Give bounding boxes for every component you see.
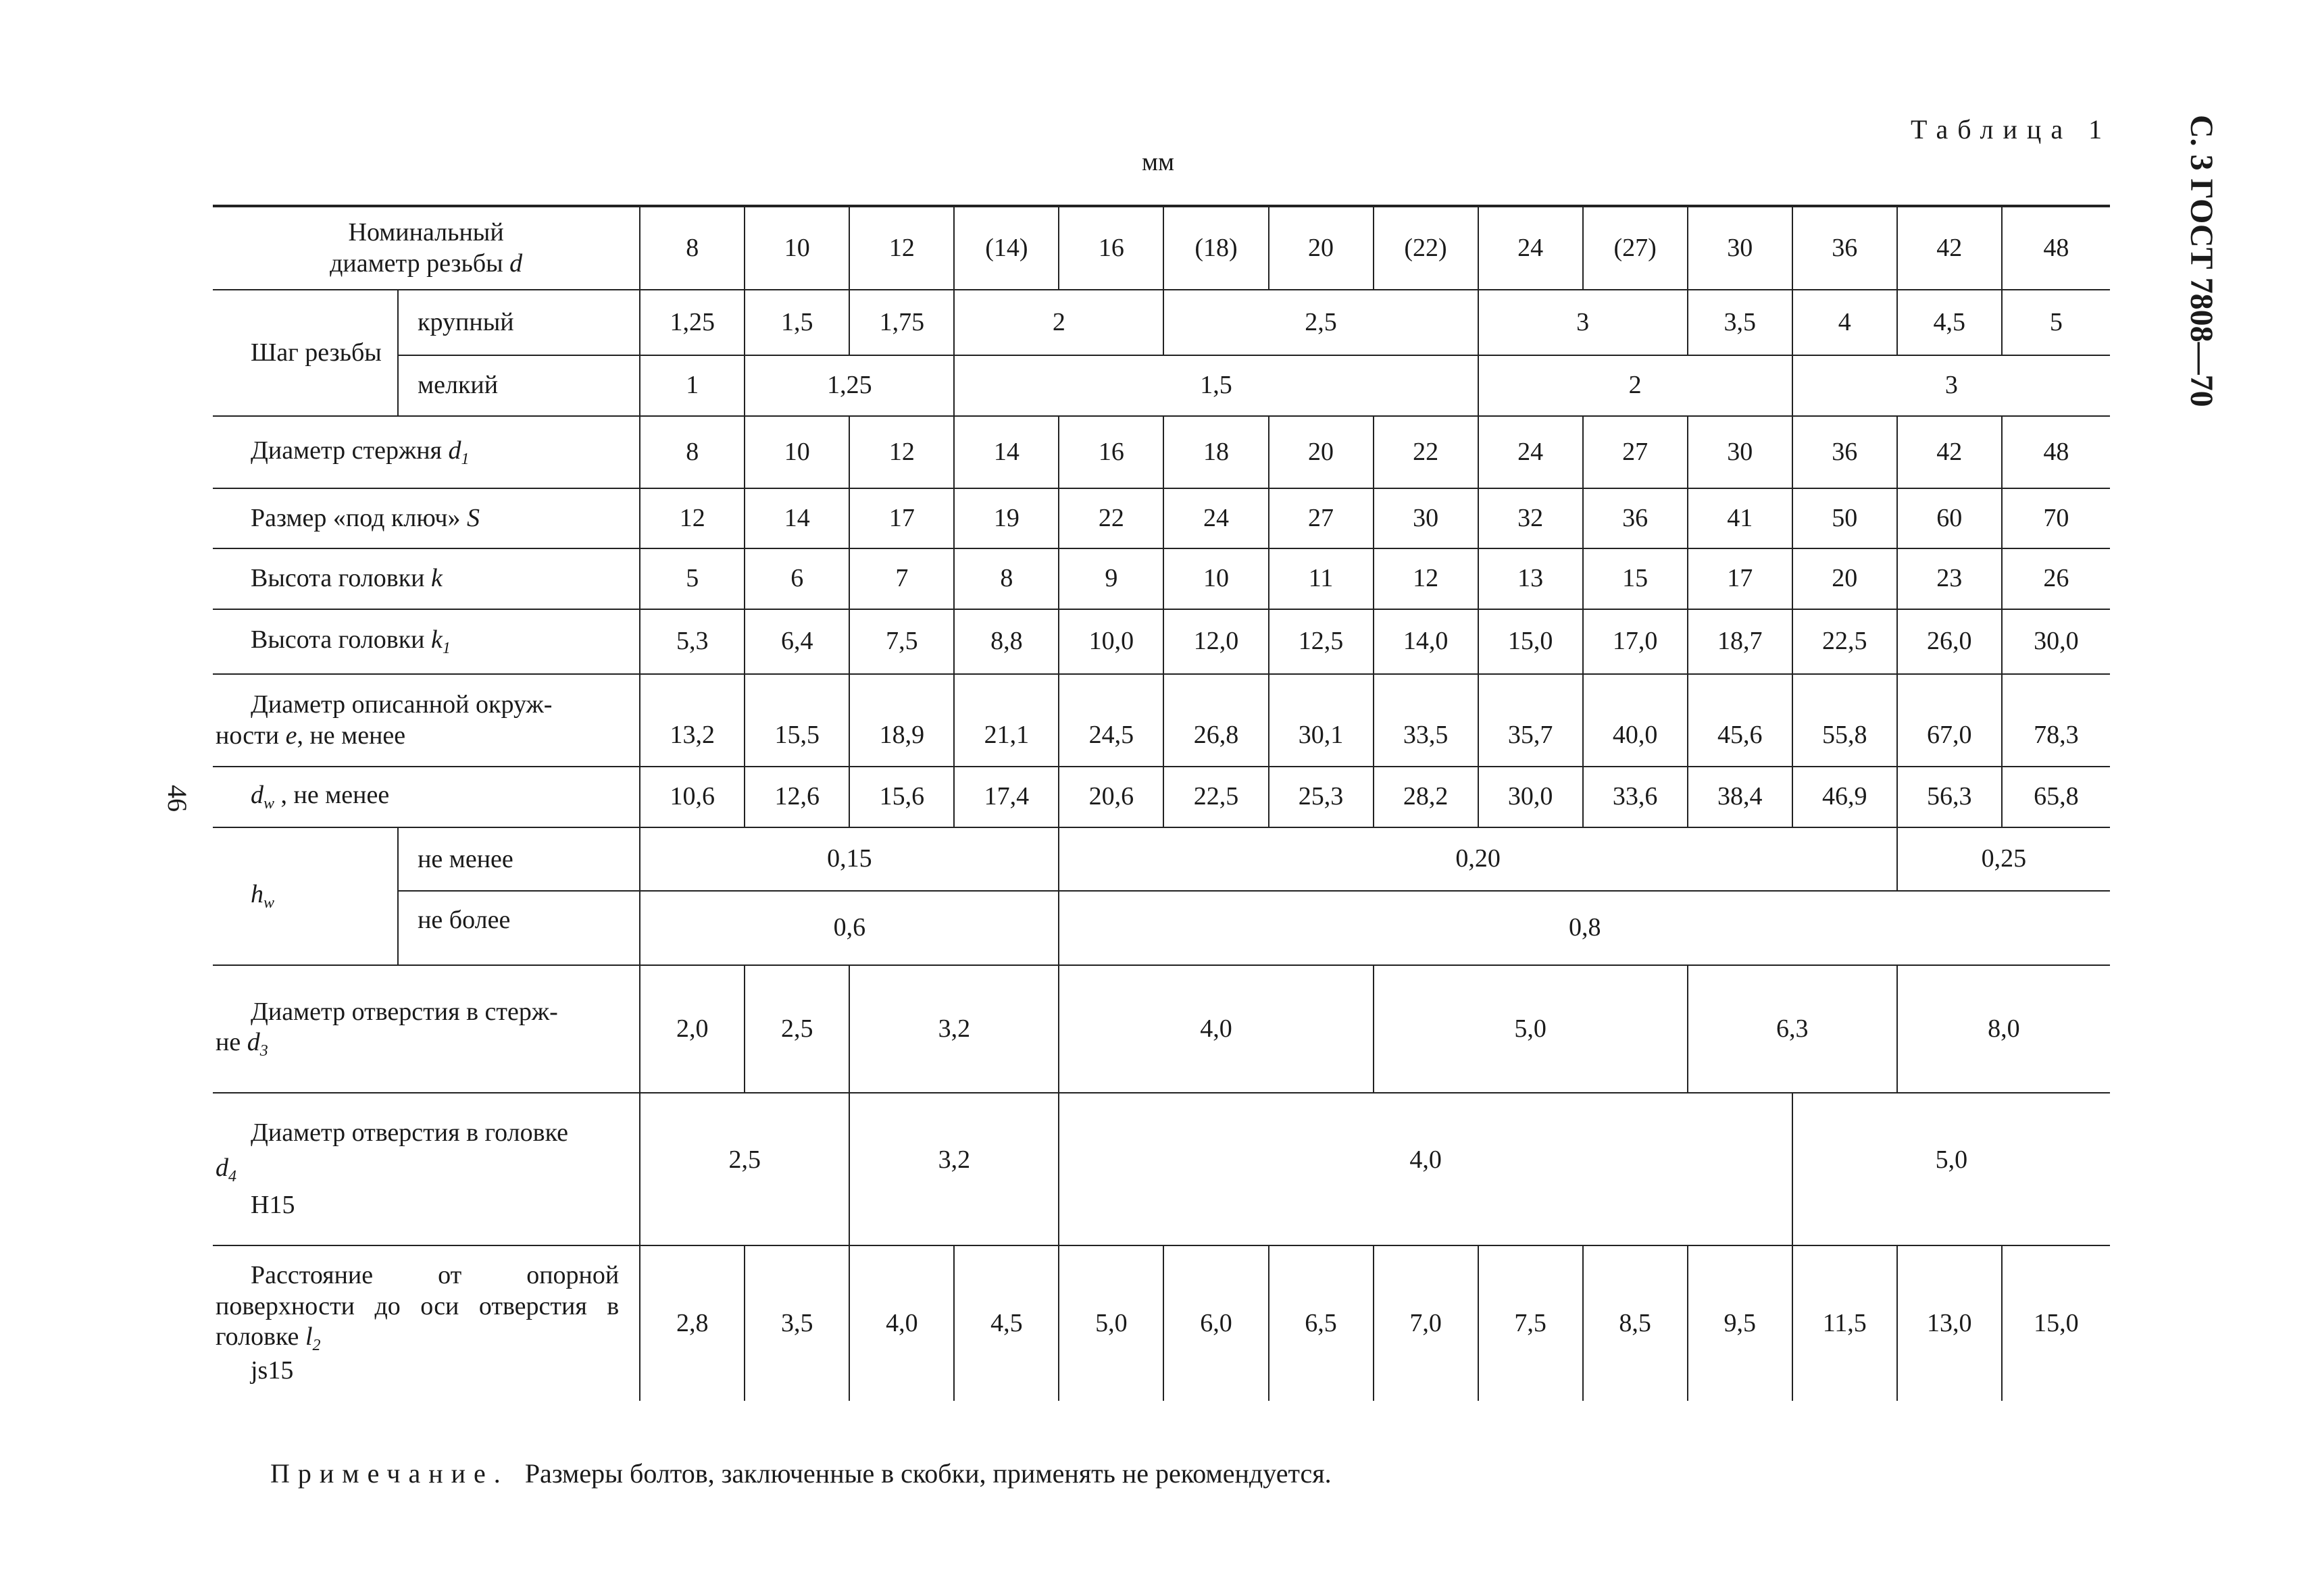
row-label-wrench-size — [213, 488, 640, 548]
table-cell: 12 — [849, 416, 954, 488]
table-row-head-height-k — [213, 548, 2110, 609]
distance-label-line1: Расстояние от опорной — [251, 1261, 620, 1290]
table-row-circumscribed-diameter — [213, 674, 2110, 767]
table-cell: 9 — [1059, 548, 1163, 609]
table-cell: 42 — [1897, 206, 2002, 290]
table-cell: 14 — [745, 488, 849, 548]
head-hole-subscript: 4 — [228, 1167, 236, 1185]
table-cell: 17 — [1688, 548, 1792, 609]
table-row-hw-min — [213, 827, 2110, 891]
row-sublabel-coarse: крупный — [398, 290, 640, 355]
note-label: Примечание. — [270, 1458, 509, 1489]
table-row-shank-diameter — [213, 416, 2110, 488]
wrench-label: Размер «под ключ» — [251, 503, 461, 532]
table-cell: 1,25 — [745, 355, 954, 416]
row-label-shank-diameter — [213, 416, 640, 488]
table-cell: 48 — [2002, 416, 2110, 488]
table-row-pitch-fine — [213, 355, 2110, 416]
table-cell: 1 — [640, 355, 745, 416]
table-cell: 16 — [1059, 206, 1163, 290]
row-sublabel-max: не более — [398, 891, 640, 965]
table-cell: 11 — [1269, 548, 1374, 609]
table-cell: 30 — [1374, 488, 1478, 548]
table-cell: (27) — [1583, 206, 1688, 290]
table-cell: 10 — [745, 206, 849, 290]
table-row-head-height-k1 — [213, 609, 2110, 674]
table-cell: (14) — [954, 206, 1059, 290]
circumcircle-label-line2 — [216, 721, 619, 752]
table-cell: 3,5 — [1688, 290, 1792, 355]
table-cell: 8,8 — [954, 609, 1059, 674]
table-cell: 2,5 — [1163, 290, 1478, 355]
table-cell: 33,5 — [1374, 674, 1478, 767]
table-cell: 28,2 — [1374, 767, 1478, 827]
table-cell: 4 — [1792, 290, 1897, 355]
table-cell: 4,0 — [1059, 965, 1373, 1093]
distance-subscript: 2 — [312, 1337, 321, 1355]
table-cell: 17,4 — [954, 767, 1059, 827]
table-cell: 55,8 — [1792, 674, 1897, 767]
table-cell: 33,6 — [1583, 767, 1688, 827]
table-cell: 36 — [1583, 488, 1688, 548]
bolt-dimensions-table — [213, 205, 2110, 1401]
row-label-hw — [213, 827, 398, 965]
footnote — [270, 1458, 1332, 1489]
table-cell: 78,3 — [2002, 674, 2110, 767]
table-cell: 13,0 — [1897, 1245, 2002, 1401]
table-cell: 7,0 — [1374, 1245, 1478, 1401]
table-cell: 5,0 — [1374, 965, 1688, 1093]
table-cell: 12,6 — [745, 767, 849, 827]
nominal-symbol: d — [509, 249, 523, 278]
table-cell: 24 — [1478, 206, 1583, 290]
table-cell: 9,5 — [1688, 1245, 1792, 1401]
shank-hole-subscript: 3 — [259, 1042, 268, 1060]
table-cell: (18) — [1163, 206, 1268, 290]
table-cell: 6 — [745, 548, 849, 609]
head-k-label: Высота головки — [251, 564, 425, 593]
hw-symbol: h — [251, 880, 263, 909]
hw-subscript: w — [263, 894, 275, 912]
units-label: мм — [1142, 148, 1175, 176]
table-cell: 18 — [1163, 416, 1268, 488]
page-number — [161, 785, 195, 825]
table-cell: 5,0 — [1792, 1093, 2110, 1245]
table-cell: 22 — [1374, 416, 1478, 488]
circumcircle-label-line1: Диаметр описанной окруж- — [251, 690, 553, 719]
table-cell: 10,0 — [1059, 609, 1163, 674]
shank-hole-label-line1: Диаметр отверстия в стерж- — [251, 997, 558, 1026]
table-cell: 15,5 — [745, 674, 849, 767]
table-cell: 0,8 — [1059, 891, 2110, 965]
distance-label-golovke: головке — [216, 1322, 299, 1352]
dw-label: , не менее — [280, 781, 390, 810]
table-cell: 36 — [1792, 416, 1897, 488]
table-cell: 20 — [1269, 416, 1374, 488]
table-label: Таблица 1 — [1911, 114, 2112, 145]
table-cell: 30,0 — [1478, 767, 1583, 827]
nominal-label-line2: диаметр резьбы — [330, 249, 503, 278]
table-cell: 50 — [1792, 488, 1897, 548]
shank-hole-symbol: d — [247, 1028, 260, 1057]
table-cell: 32 — [1478, 488, 1583, 548]
shank-symbol: d — [448, 436, 461, 465]
table-cell: 3,2 — [849, 965, 1059, 1093]
table-cell: 20,6 — [1059, 767, 1163, 827]
table-cell: 6,0 — [1163, 1245, 1268, 1401]
table-cell: 40,0 — [1583, 674, 1688, 767]
circumcircle-label-a: ности — [216, 721, 280, 750]
table-cell: 12 — [640, 488, 745, 548]
table-cell: 19 — [954, 488, 1059, 548]
head-k1-symbol: k — [431, 625, 443, 654]
page-number-text: 46 — [162, 785, 193, 812]
table-cell: 4,0 — [849, 1245, 954, 1401]
side-header — [2181, 115, 2221, 405]
table-cell: 12,0 — [1163, 609, 1268, 674]
head-k1-subscript: 1 — [442, 640, 451, 658]
distance-symbol: l — [305, 1322, 313, 1352]
table-cell: 10 — [1163, 548, 1268, 609]
table-cell: 10,6 — [640, 767, 745, 827]
table-cell: 2 — [954, 290, 1163, 355]
table-cell: 8,5 — [1583, 1245, 1688, 1401]
head-hole-label-line1: Диаметр отверстия в головке — [251, 1118, 568, 1147]
shank-hole-label-ne: не — [216, 1028, 241, 1057]
table-cell: 21,1 — [954, 674, 1059, 767]
row-sublabel-min: не менее — [398, 827, 640, 891]
table-cell: 30,0 — [2002, 609, 2110, 674]
table-cell: 24,5 — [1059, 674, 1163, 767]
table-cell: 30 — [1688, 206, 1792, 290]
table-cell: 22,5 — [1163, 767, 1268, 827]
table-cell: 23 — [1897, 548, 2002, 609]
head-hole-symbol-line — [216, 1153, 619, 1187]
table-cell: 2 — [1478, 355, 1792, 416]
table-cell: 12,5 — [1269, 609, 1374, 674]
table-cell: 18,9 — [849, 674, 954, 767]
table-cell: 15,0 — [2002, 1245, 2110, 1401]
table-cell: 0,6 — [640, 891, 1059, 965]
table-cell: 5,0 — [1059, 1245, 1163, 1401]
table-cell: 27 — [1269, 488, 1374, 548]
table-cell: 26 — [2002, 548, 2110, 609]
table-cell: 35,7 — [1478, 674, 1583, 767]
table-cell: 4,5 — [1897, 290, 2002, 355]
circumcircle-label-b: , не менее — [297, 721, 406, 750]
table-cell: 0,15 — [640, 827, 1059, 891]
row-label-head-height-k1 — [213, 609, 640, 674]
table-cell: 1,25 — [640, 290, 745, 355]
row-label-bearing-diameter — [213, 767, 640, 827]
table-cell: 15,6 — [849, 767, 954, 827]
table-cell: 30 — [1688, 416, 1792, 488]
table-cell: 67,0 — [1897, 674, 2002, 767]
row-label-nominal-diameter — [213, 206, 640, 290]
dw-subscript: w — [263, 795, 275, 813]
table-cell: 30,1 — [1269, 674, 1374, 767]
table-cell: 3 — [1792, 355, 2110, 416]
distance-label-line3 — [216, 1322, 619, 1356]
row-sublabel-fine: мелкий — [398, 355, 640, 416]
head-hole-symbol: d — [216, 1153, 228, 1182]
table-cell: 18,7 — [1688, 609, 1792, 674]
table-cell: 16 — [1059, 416, 1163, 488]
table-cell: 5 — [2002, 290, 2110, 355]
table-cell: 45,6 — [1688, 674, 1792, 767]
wrench-symbol: S — [466, 503, 480, 532]
circumcircle-symbol: e — [285, 721, 297, 750]
table-cell: 7,5 — [849, 609, 954, 674]
table-row-nominal-diameter — [213, 206, 2110, 290]
table-cell: 11,5 — [1792, 1245, 1897, 1401]
table-row-wrench-size — [213, 488, 2110, 548]
table-cell: 6,5 — [1269, 1245, 1374, 1401]
table-cell: 17,0 — [1583, 609, 1688, 674]
table-cell: 4,0 — [1059, 1093, 1792, 1245]
table-cell: 7,5 — [1478, 1245, 1583, 1401]
table-cell: 3,2 — [849, 1093, 1059, 1245]
table-cell: 8 — [640, 416, 745, 488]
row-label-head-hole — [213, 1093, 640, 1245]
distance-tolerance: js15 — [251, 1356, 294, 1385]
table-cell: 5 — [640, 548, 745, 609]
shank-label: Диаметр стержня — [251, 436, 443, 465]
table-cell: 3 — [1478, 290, 1688, 355]
table-cell: (22) — [1374, 206, 1478, 290]
table-cell: 56,3 — [1897, 767, 2002, 827]
table-cell: 8 — [954, 548, 1059, 609]
table-cell: 0,20 — [1059, 827, 1896, 891]
table-cell: 20 — [1269, 206, 1374, 290]
table-cell: 13,2 — [640, 674, 745, 767]
table-cell: 38,4 — [1688, 767, 1792, 827]
table-cell: 3,5 — [745, 1245, 849, 1401]
table-cell: 46,9 — [1792, 767, 1897, 827]
shank-hole-label-line2 — [216, 1027, 619, 1061]
table-cell: 13 — [1478, 548, 1583, 609]
table-cell: 12 — [849, 206, 954, 290]
head-k-symbol: k — [431, 564, 443, 593]
table-cell: 70 — [2002, 488, 2110, 548]
table-cell: 17 — [849, 488, 954, 548]
table-cell: 1,5 — [745, 290, 849, 355]
table-cell: 6,3 — [1688, 965, 1897, 1093]
nominal-label-line1: Номинальный — [348, 217, 504, 247]
table-row-hw-max — [213, 891, 2110, 965]
table-row-shank-hole — [213, 965, 2110, 1093]
table-cell: 60 — [1897, 488, 2002, 548]
table-row-hole-distance — [213, 1245, 2110, 1401]
table-cell: 22,5 — [1792, 609, 1897, 674]
dw-symbol: d — [251, 781, 263, 810]
table-row-bearing-diameter — [213, 767, 2110, 827]
table-cell: 4,5 — [954, 1245, 1059, 1401]
table-cell: 36 — [1792, 206, 1897, 290]
table-cell: 2,5 — [640, 1093, 849, 1245]
table-cell: 1,75 — [849, 290, 954, 355]
table-cell: 0,25 — [1897, 827, 2110, 891]
table-cell: 20 — [1792, 548, 1897, 609]
row-label-circumscribed-diameter — [213, 674, 640, 767]
row-label-thread-pitch: Шаг резьбы — [213, 290, 398, 416]
table-cell: 25,3 — [1269, 767, 1374, 827]
table-cell: 12 — [1374, 548, 1478, 609]
table-cell: 2,0 — [640, 965, 745, 1093]
table-cell: 22 — [1059, 488, 1163, 548]
table-cell: 48 — [2002, 206, 2110, 290]
head-k1-label: Высота головки — [251, 625, 425, 654]
table-cell: 6,4 — [745, 609, 849, 674]
table-row-pitch-coarse — [213, 290, 2110, 355]
table-cell: 14 — [954, 416, 1059, 488]
table-cell: 41 — [1688, 488, 1792, 548]
table-cell: 5,3 — [640, 609, 745, 674]
standard-reference: С. 3 ГОСТ 7808—70 — [2184, 115, 2219, 407]
note-text: Размеры болтов, заключенные в скобки, применять не рекомендуется. — [524, 1458, 1332, 1489]
table-cell: 26,0 — [1897, 609, 2002, 674]
row-label-head-height-k — [213, 548, 640, 609]
table-cell: 65,8 — [2002, 767, 2110, 827]
table-cell: 42 — [1897, 416, 2002, 488]
table-cell: 1,5 — [954, 355, 1478, 416]
table-cell: 24 — [1478, 416, 1583, 488]
distance-label-line2: поверхности до оси отверстия в — [216, 1291, 620, 1320]
table-cell: 8 — [640, 206, 745, 290]
table-cell: 2,5 — [745, 965, 849, 1093]
nominal-label-line2-wrap — [216, 249, 636, 280]
table-cell: 14,0 — [1374, 609, 1478, 674]
table-cell: 24 — [1163, 488, 1268, 548]
table-cell: 15,0 — [1478, 609, 1583, 674]
table-cell: 10 — [745, 416, 849, 488]
table-cell: 27 — [1583, 416, 1688, 488]
row-label-shank-hole — [213, 965, 640, 1093]
table-cell: 8,0 — [1897, 965, 2110, 1093]
row-label-hole-distance — [213, 1245, 640, 1401]
head-hole-tolerance: H15 — [251, 1191, 295, 1220]
table-cell: 2,8 — [640, 1245, 745, 1401]
table-cell: 15 — [1583, 548, 1688, 609]
shank-subscript: 1 — [461, 450, 470, 468]
table-row-head-hole — [213, 1093, 2110, 1245]
table-cell: 7 — [849, 548, 954, 609]
table-cell: 26,8 — [1163, 674, 1268, 767]
